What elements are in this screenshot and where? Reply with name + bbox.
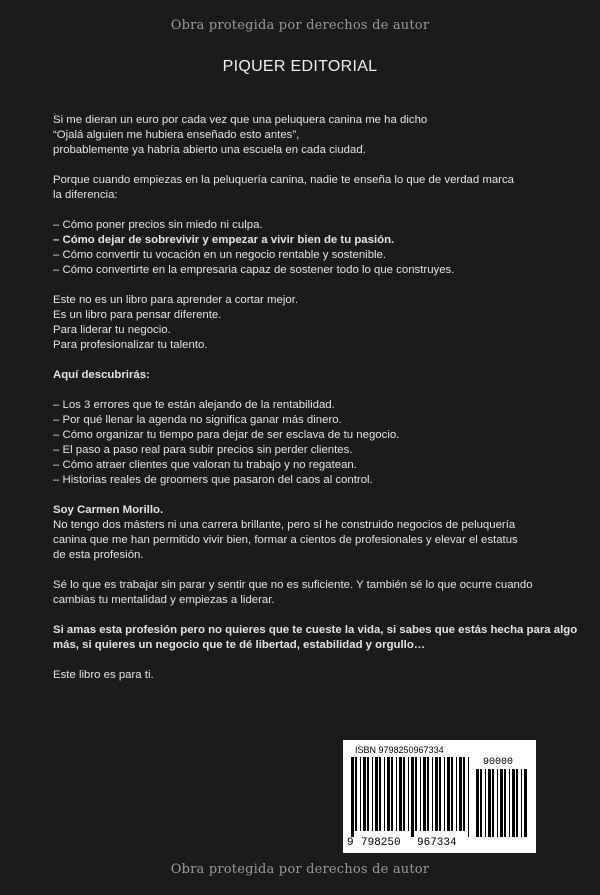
text-line: – Cómo dejar de sobrevivir y empezar a vivir bien de tu pasión. bbox=[53, 234, 395, 246]
barcode-bar bbox=[432, 757, 433, 831]
barcode-bar bbox=[375, 757, 378, 831]
text-line: Si me dieran un euro por cada vez que una peluquera canina me ha dicho bbox=[53, 114, 428, 126]
barcode-digit-prefix: 9 bbox=[347, 837, 354, 849]
text-line: “Ojalá alguien me hubiera enseñado esto antes”, bbox=[53, 129, 300, 141]
isbn-label: ISBN 9798250967334 bbox=[355, 745, 444, 755]
barcode-bar bbox=[480, 769, 482, 837]
barcode-bar bbox=[423, 757, 426, 831]
text-line: de esta profesión. bbox=[53, 549, 144, 561]
text-line: Aquí descubrirás: bbox=[53, 369, 150, 381]
paragraph-gap bbox=[53, 563, 553, 578]
text-line: – Cómo convertirte en la empresaria capaz de sostener todo lo que construyes. bbox=[53, 264, 455, 276]
barcode-bar bbox=[435, 757, 438, 831]
main-barcode-bars bbox=[351, 757, 473, 837]
text-line: – Cómo poner precios sin miedo ni culpa. bbox=[53, 219, 263, 231]
barcode-bar bbox=[476, 769, 479, 837]
text-line: más, si quieres un negocio que te dé libertad, estabilidad y orgullo… bbox=[53, 639, 426, 651]
barcode-bar bbox=[459, 757, 462, 831]
text-line: – El paso a paso real para subir precios sin perder clientes. bbox=[53, 444, 353, 456]
barcode-bar bbox=[521, 769, 522, 837]
text-line: canina que me han permitido vivir bien, formar a cientos de profesionales y elevar el estatus bbox=[53, 534, 518, 546]
text-line: cambias tu mentalidad y empiezas a liderar. bbox=[53, 594, 275, 606]
text-line: – Por qué llenar la agenda no significa ganar más dinero. bbox=[53, 414, 342, 426]
barcode-bar bbox=[372, 757, 373, 831]
text-line: Es un libro para pensar diferente. bbox=[53, 309, 222, 321]
isbn-barcode bbox=[343, 740, 536, 853]
paragraph-gap bbox=[53, 278, 553, 293]
text-line: Este no es un libro para aprender a cortar mejor. bbox=[53, 294, 299, 306]
text-line: Soy Carmen Morillo. bbox=[53, 504, 164, 516]
barcode-digits-right: 967334 bbox=[417, 837, 457, 849]
barcode-bar bbox=[351, 757, 354, 837]
addon-barcode-bars bbox=[476, 769, 528, 837]
barcode-bar bbox=[468, 757, 469, 837]
barcode-bar bbox=[355, 757, 357, 831]
barcode-bar bbox=[500, 769, 503, 837]
text-line: No tengo dos másters ni una carrera brillante, pero sí he construido negocios de peluquería bbox=[53, 519, 516, 531]
barcode-bar bbox=[363, 757, 366, 831]
watermark-bottom: Obra protegida por derechos de autor bbox=[170, 862, 430, 877]
barcode-bar bbox=[420, 757, 421, 831]
barcode-bar bbox=[387, 757, 390, 831]
paragraph-gap bbox=[53, 158, 553, 173]
publisher-title: PIQUER EDITORIAL bbox=[222, 58, 378, 75]
barcode-digits-left: 798250 bbox=[361, 837, 401, 849]
text-line: – Historias reales de groomers que pasaron del caos al control. bbox=[53, 474, 373, 486]
barcode-bar bbox=[509, 769, 510, 837]
paragraph-gap bbox=[53, 488, 553, 503]
text-line: – Cómo atraer clientes que valoran tu trabajo y no regatean. bbox=[53, 459, 357, 471]
barcode-bar bbox=[516, 769, 518, 837]
barcode-bar bbox=[379, 757, 381, 831]
barcode-bar bbox=[391, 757, 393, 831]
barcode-bar bbox=[497, 769, 498, 837]
barcode-bar bbox=[360, 757, 361, 831]
text-line: probablemente ya habría abierto una escuela en cada ciudad. bbox=[53, 144, 366, 156]
text-line: la diferencia: bbox=[53, 189, 118, 201]
paragraph-gap bbox=[53, 653, 553, 668]
text-line: – Cómo convertir tu vocación en un negocio rentable y sostenible. bbox=[53, 249, 387, 261]
paragraph-gap bbox=[53, 353, 553, 368]
barcode-bar bbox=[492, 769, 494, 837]
text-line: Para profesionalizar tu talento. bbox=[53, 339, 208, 351]
barcode-bar bbox=[384, 757, 385, 831]
barcode-bar bbox=[524, 769, 527, 837]
barcode-bar bbox=[447, 757, 450, 831]
barcode-bar bbox=[485, 769, 486, 837]
text-line: – Los 3 errores que te están alejando de la rentabilidad. bbox=[53, 399, 335, 411]
barcode-bar bbox=[451, 757, 453, 831]
barcode-bar bbox=[488, 769, 491, 837]
addon-number: 90000 bbox=[483, 757, 514, 768]
barcode-bar bbox=[463, 757, 465, 831]
barcode-bar bbox=[399, 757, 402, 831]
text-line: Porque cuando empiezas en la peluquería canina, nadie te enseña lo que de verdad marca bbox=[53, 174, 515, 186]
text-line: – Cómo organizar tu tiempo para dejar de ser esclava de tu negocio. bbox=[53, 429, 400, 441]
text-line: Este libro es para ti. bbox=[53, 669, 154, 681]
barcode-bar bbox=[396, 757, 397, 831]
barcode-bar bbox=[408, 757, 409, 831]
text-line: Si amas esta profesión pero no quieres que te cueste la vida, si sabes que estás hecha para algo bbox=[53, 624, 578, 636]
text-line: Para liderar tu negocio. bbox=[53, 324, 171, 336]
barcode-bar bbox=[456, 757, 457, 831]
paragraph-gap bbox=[53, 203, 553, 218]
barcode-bar bbox=[427, 757, 429, 831]
paragraph-gap bbox=[53, 383, 553, 398]
barcode-bar bbox=[367, 757, 369, 831]
barcode-bar bbox=[411, 757, 414, 837]
barcode-bar bbox=[444, 757, 445, 831]
barcode-bar bbox=[403, 757, 405, 831]
barcode-bar bbox=[512, 769, 515, 837]
barcode-bar bbox=[415, 757, 417, 831]
paragraph-gap bbox=[53, 608, 553, 623]
text-line: Sé lo que es trabajar sin parar y sentir que no es suficiente. Y también sé lo que ocurre cuando bbox=[53, 579, 533, 591]
watermark-top: Obra protegida por derechos de autor bbox=[170, 18, 430, 33]
back-cover-text bbox=[53, 113, 578, 683]
barcode-bar bbox=[439, 757, 441, 831]
barcode-bar bbox=[504, 769, 506, 837]
